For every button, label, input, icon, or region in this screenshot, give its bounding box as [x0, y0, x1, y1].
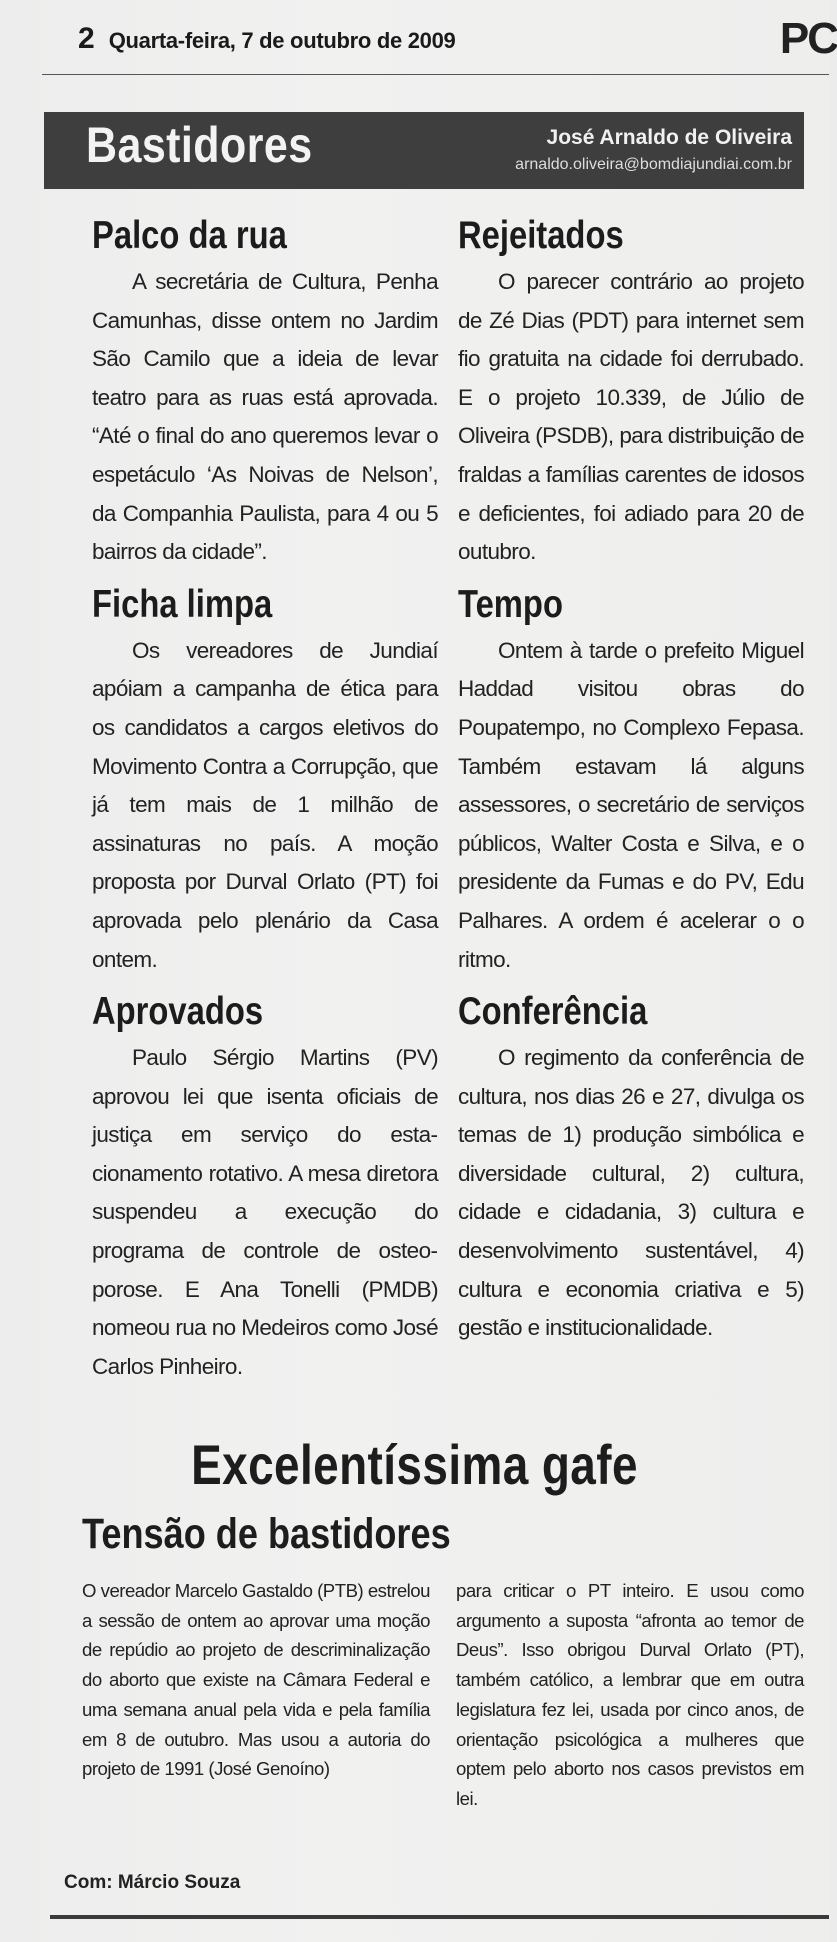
header-divider [42, 74, 829, 75]
note-conferencia [458, 989, 804, 1348]
note-body: O parecer contrário ao projeto de Zé Dias (PDT) para internet sem fio gratuita na cidade foi derrubado. E o projeto 10.339, de Júlio de Oliveira (PSDB), para distribuição de fraldas a famílias carentes de idosos e deficientes, foi adiado para 20 de outubro. [458, 269, 804, 565]
contributor-credit: Com: Márcio Souza [64, 1872, 241, 1893]
cut-off-section-label: PC [779, 14, 837, 63]
note-ficha-limpa [92, 582, 438, 979]
gafe-left-column [82, 1576, 430, 1784]
note-rejeitados [458, 213, 804, 572]
note-heading: Aprovados [92, 990, 264, 1034]
footer-rule [50, 1915, 829, 1919]
note-tempo [458, 582, 804, 979]
note-palco-da-rua [92, 213, 438, 572]
note-heading: Rejeitados [458, 214, 624, 257]
note-body: Paulo Sérgio Martins (PV) aprovou lei que isenta oficiais de justiça em serviço do estacionamento rotativo. A mesa diretora suspendeu a execução do programa de controle de osteoporose. E Ana Tonelli (PMDB) nomeou rua no Medeiros como José Carlos Pinheiro. [92, 1045, 438, 1379]
gafe-right-column [456, 1576, 804, 1814]
note-heading: Conferência [458, 990, 648, 1034]
column-title: Bastidores [86, 117, 313, 173]
note-aprovados [92, 989, 438, 1386]
page-folio [78, 22, 455, 62]
note-body: O regimento da conferência de cultura, nos dias 26 e 27, divulga os temas de 1) produção simbólica e diversidade cultural, 2) cultura, cidade e cidadania, 3) cultura e desenvolvimento sustentável, 4) cultura e economia criativa e 5) gestão e institucionalidade. [458, 1045, 804, 1341]
note-heading: Palco da rua [92, 214, 287, 257]
note-heading: Tempo [458, 582, 563, 626]
columnist-name: José Arnaldo de Oliveira [546, 126, 792, 149]
column-banner [44, 112, 804, 189]
issue-date: Quarta-feira, 7 de outubro de 2009 [108, 28, 456, 53]
note-body: Ontem à tarde o prefeito Miguel Haddad visitou obras do Poupatempo, no Complexo Fepasa. Também estavam lá alguns assessores, o secretário de serviços públicos, Walter Costa e Silva, e o presidente da Fumas e do PV, Edu Palhares. A ordem é acelerar o o ritmo. [458, 637, 804, 972]
note-body: Os vereadores de Jundiaí apóiam a campanha de ética para os candidatos a cargos eletivos do Movimento Contra a Corrupção, que já tem mais de 1 milhão de assinaturas no país. A moção proposta por Durval Orlato (PT) foi aprovada pelo plenário da Casa ontem. [92, 637, 438, 972]
right-column [458, 213, 804, 1358]
note-heading: Ficha limpa [92, 582, 273, 626]
gafe-headline: Excelentíssima gafe [191, 1433, 638, 1496]
gafe-body-right: para criticar o PT inteiro. E usou como argumento a suposta “afronta ao temor de Deus”. Isso obrigou Durval Orlato (PT), também católico, a lembrar que em outra legislatura fez lei, usada por cinco anos, de orientação psicológica a mulheres que optem pelo aborto nos casos previstos em lei. [456, 1580, 804, 1809]
gafe-subheadline: Tensão de bastidores [82, 1510, 451, 1558]
page-number: 2 [78, 22, 95, 55]
left-column [92, 213, 438, 1396]
note-body: A secretária de Cultura, Penha Camunhas, disse ontem no Jardim São Camilo que a ideia de levar teatro para as ruas está aprovada. “Até o final do ano queremos levar o espetáculo ‘As Noivas de Nelson’, da Companhia Paulista, para 4 ou 5 bairros da cidade”. [92, 269, 438, 565]
gafe-body-left: O vereador Marcelo Gastaldo (PTB) estrelou a sessão de ontem ao aprovar uma moção de repúdio ao projeto de descriminalização do aborto que existe na Câmara Federal e uma semana anual pela vida e pela família em 8 de outubro. Mas usou a autoria do projeto de 1991 (José Genoíno) [82, 1580, 430, 1780]
columnist-email: arnaldo.oliveira@bomdiajundiai.com.br [515, 156, 792, 173]
